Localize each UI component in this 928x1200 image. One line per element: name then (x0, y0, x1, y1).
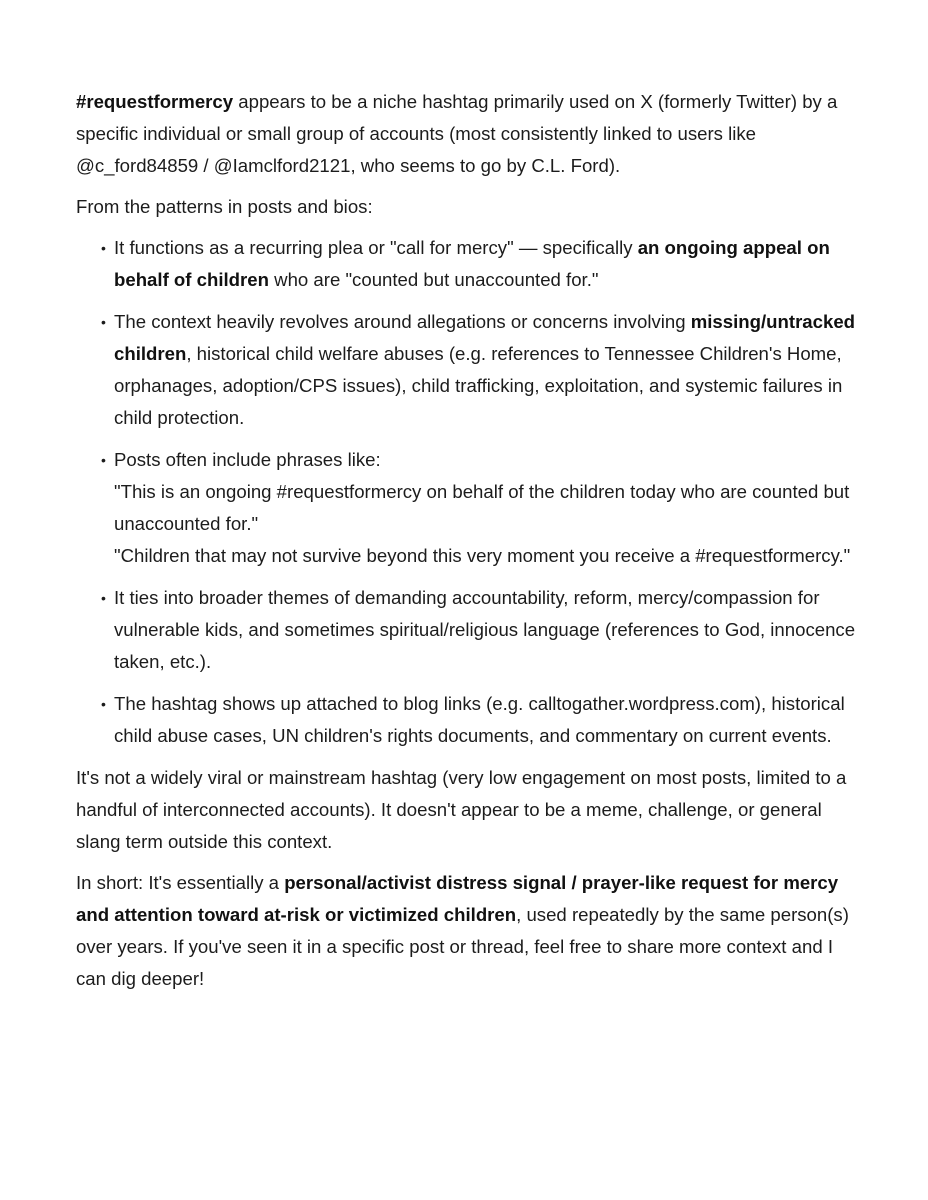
summary-paragraph (76, 867, 866, 995)
summary-text: In short: It's essentially a (76, 872, 285, 893)
list-item (114, 444, 866, 572)
bullet-text: , historical child welfare abuses (e.g. references to Tennessee Children's Home, orphanages, adoption/CPS issues), child trafficking, exploitation, and systemic failures in child protection. (114, 343, 843, 428)
bullet-text: Posts often include phrases like: (114, 449, 381, 470)
quoted-phrase: "This is an ongoing #requestformercy on behalf of the children today who are counted but unaccounted for." (114, 481, 850, 534)
not-viral-paragraph: It's not a widely viral or mainstream hashtag (very low engagement on most posts, limited to a handful of interconnected accounts). It doesn't appear to be a meme, challenge, or general slang term outside this context. (76, 767, 847, 852)
intro-paragraph (76, 86, 866, 182)
bullet-text: who are "counted but unaccounted for." (268, 269, 599, 290)
patterns-lead: From the patterns in posts and bios: (76, 196, 373, 217)
list-item (114, 232, 866, 296)
bullet-list (76, 232, 866, 752)
intro-text: appears to be a niche hashtag primarily used on X (formerly Twitter) by a specific individual or small group of accounts (most consistently linked to users like @c_ford84859 / @Iamclford2121, who seems to go by C.L. Ford). (76, 91, 838, 176)
response-body (76, 86, 866, 1004)
bullet-text: The context heavily revolves around allegations or concerns involving (114, 311, 691, 332)
bullet-text: It functions as a recurring plea or "call for mercy" — specifically (114, 237, 638, 258)
bullet-text: The hashtag shows up attached to blog links (e.g. calltogather.wordpress.com), historical child abuse cases, UN children's rights documents, and commentary on current events. (114, 693, 845, 746)
list-item (114, 306, 866, 434)
quoted-phrase: "Children that may not survive beyond this very moment you receive a #requestformercy." (114, 545, 851, 566)
hashtag-term: #requestformercy (76, 91, 234, 112)
list-item (114, 688, 866, 752)
bullet-text: It ties into broader themes of demanding accountability, reform, mercy/compassion for vulnerable kids, and sometimes spiritual/religious language (references to God, innocence taken, etc.). (114, 587, 856, 672)
summary-bold-text: personal/activist distress signal / prayer-like request for mercy and attention toward at-risk or victimized children (76, 872, 839, 925)
bullet-bold-text: an ongoing appeal on behalf of children (114, 237, 830, 290)
summary-text: , used repeatedly by the same person(s) over years. If you've seen it in a specific post or thread, feel free to share more context and I can dig deeper! (76, 904, 849, 989)
bullet-bold-text: missing/untracked children (114, 311, 856, 364)
list-item (114, 582, 866, 678)
